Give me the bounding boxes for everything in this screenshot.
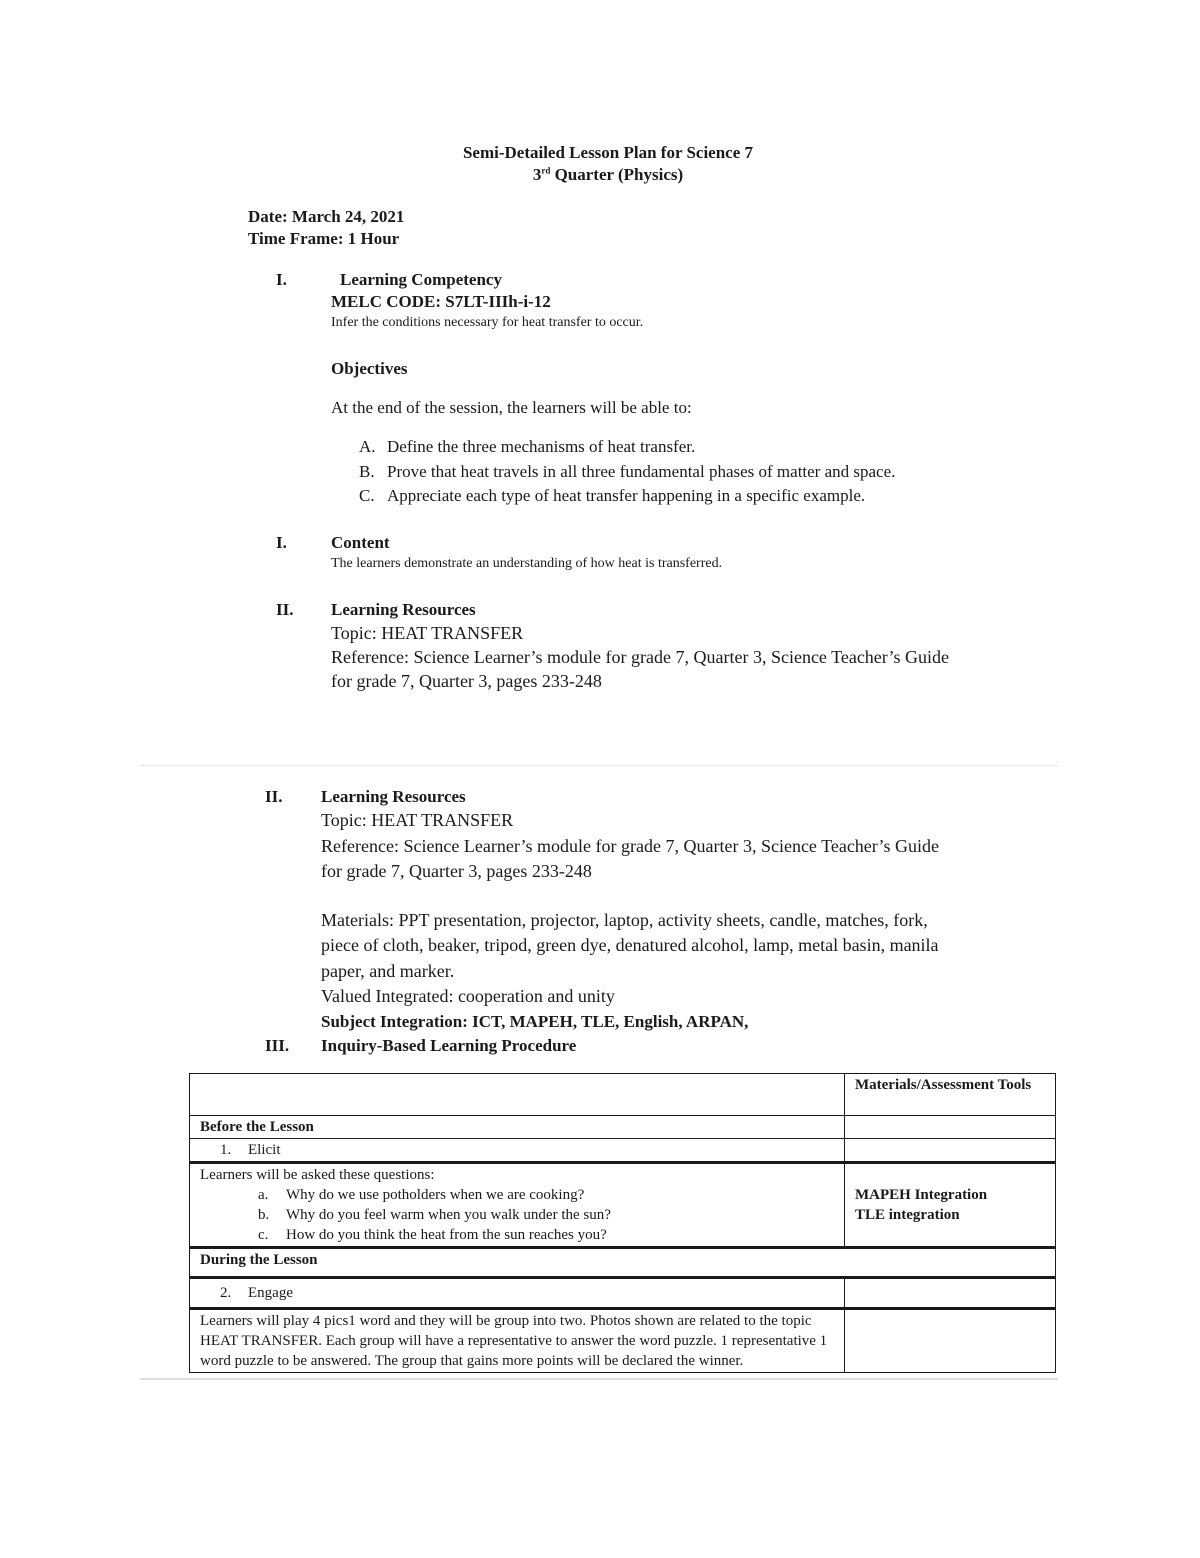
before-lesson-cell: Before the Lesson <box>190 1116 845 1139</box>
subject-integration: Subject Integration: ICT, MAPEH, TLE, English, ARPAN, <box>321 1012 749 1031</box>
resources-topic-2: Topic: HEAT TRANSFER <box>321 810 514 830</box>
step-label: Elicit <box>248 1142 281 1158</box>
question-text: How do you think the heat from the sun reaches you? <box>286 1227 607 1243</box>
objective-text: Appreciate each type of heat transfer happening in a specific example. <box>387 486 866 505</box>
objective-item <box>359 486 865 506</box>
table-cell <box>190 1074 845 1116</box>
table-row <box>190 1139 1056 1163</box>
procedure-table <box>189 1073 1056 1373</box>
table-row <box>190 1163 1056 1248</box>
integration-label: MAPEH Integration <box>855 1187 988 1203</box>
integration-cell <box>845 1163 1056 1248</box>
subtitle-number: 3 <box>532 165 542 184</box>
objective-item <box>359 437 695 457</box>
resources-reference-2-cont: for grade 7, Quarter 3, pages 233-248 <box>321 861 592 881</box>
document-title: Semi-Detailed Lesson Plan for Science 7 <box>462 143 754 162</box>
table-cell <box>845 1309 1056 1373</box>
objective-marker: C. <box>359 486 375 505</box>
content-heading: Content <box>331 533 390 552</box>
resources-heading-2: Learning Resources <box>321 787 466 806</box>
table-cell <box>845 1139 1056 1163</box>
questions-cell <box>190 1163 845 1248</box>
elicit-cell <box>190 1139 845 1163</box>
engage-text-cell: Learners will play 4 pics1 word and they will be group into two. Photos shown are related to the topic HEAT TRANSFER. Each group will have a representative to answer the word puzzle. 1 representative 1 word puzzle to be answered. The group that gains more points will be declared the winner. <box>190 1309 845 1373</box>
resources-reference-2: Reference: Science Learner’s module for grade 7, Quarter 3, Science Teacher’s Guide <box>321 836 939 856</box>
competency-text: Infer the conditions necessary for heat transfer to occur. <box>331 315 644 330</box>
objective-marker: B. <box>359 462 375 481</box>
time-frame-line: Time Frame: 1 Hour <box>248 229 400 248</box>
question-item <box>200 1205 834 1225</box>
table-row <box>190 1309 1056 1373</box>
step-marker: 1. <box>220 1142 232 1158</box>
resources-numeral: II. <box>276 600 294 619</box>
materials-header-cell: Materials/Assessment Tools <box>845 1074 1056 1116</box>
table-cell <box>845 1116 1056 1139</box>
materials-line: Materials: PPT presentation, projector, laptop, activity sheets, candle, matches, fork, <box>321 910 928 930</box>
section1-numeral: I. <box>276 270 287 289</box>
materials-line: paper, and marker. <box>321 961 455 981</box>
question-item <box>200 1185 834 1205</box>
question-marker: b. <box>258 1207 270 1223</box>
objective-text: Prove that heat travels in all three fundamental phases of matter and space. <box>387 462 896 481</box>
during-lesson-cell: During the Lesson <box>190 1248 1056 1278</box>
objective-item <box>359 462 895 482</box>
step-marker: 2. <box>220 1285 232 1301</box>
question-text: Why do you feel warm when you walk under the sun? <box>286 1207 611 1223</box>
resources-numeral-2: II. <box>265 787 283 806</box>
melc-code: MELC CODE: S7LT-IIIh-i-12 <box>331 292 551 311</box>
section1-heading: Learning Competency <box>340 270 502 289</box>
procedure-heading: Inquiry-Based Learning Procedure <box>321 1036 577 1055</box>
table-cell <box>845 1278 1056 1309</box>
subtitle-rest: Quarter (Physics) <box>550 165 684 184</box>
table-row <box>190 1116 1056 1139</box>
page-cutoff <box>140 1378 1060 1558</box>
step-label: Engage <box>248 1285 293 1301</box>
integration-label: TLE integration <box>855 1207 960 1223</box>
objectives-intro: At the end of the session, the learners will be able to: <box>331 398 692 417</box>
resources-topic: Topic: HEAT TRANSFER <box>331 623 524 643</box>
objective-text: Define the three mechanisms of heat transfer. <box>387 437 696 456</box>
question-marker: a. <box>258 1187 269 1203</box>
valued-integrated: Valued Integrated: cooperation and unity <box>321 986 615 1006</box>
resources-reference: Reference: Science Learner’s module for grade 7, Quarter 3, Science Teacher’s Guide <box>331 647 949 667</box>
table-row <box>190 1248 1056 1278</box>
page-bottom-edge <box>140 1378 1058 1380</box>
resources-reference-cont: for grade 7, Quarter 3, pages 233-248 <box>331 671 602 691</box>
document-subtitle <box>0 165 1200 185</box>
subtitle-superscript: rd <box>541 165 551 176</box>
resources-heading: Learning Resources <box>331 600 476 619</box>
objectives-heading: Objectives <box>331 359 408 378</box>
table-row <box>190 1278 1056 1309</box>
engage-cell <box>190 1278 845 1309</box>
content-numeral: I. <box>276 533 287 552</box>
question-marker: c. <box>258 1227 269 1243</box>
content-text: The learners demonstrate an understanding of how heat is transferred. <box>331 556 723 571</box>
procedure-numeral: III. <box>265 1036 290 1055</box>
date-line: Date: March 24, 2021 <box>248 207 405 226</box>
question-item <box>200 1225 834 1245</box>
page-separator <box>140 765 1058 766</box>
objective-marker: A. <box>359 437 376 456</box>
table-row <box>190 1074 1056 1116</box>
questions-intro: Learners will be asked these questions: <box>200 1167 435 1183</box>
question-text: Why do we use potholders when we are cooking? <box>286 1187 585 1203</box>
materials-line: piece of cloth, beaker, tripod, green dye, denatured alcohol, lamp, metal basin, manila <box>321 935 939 955</box>
